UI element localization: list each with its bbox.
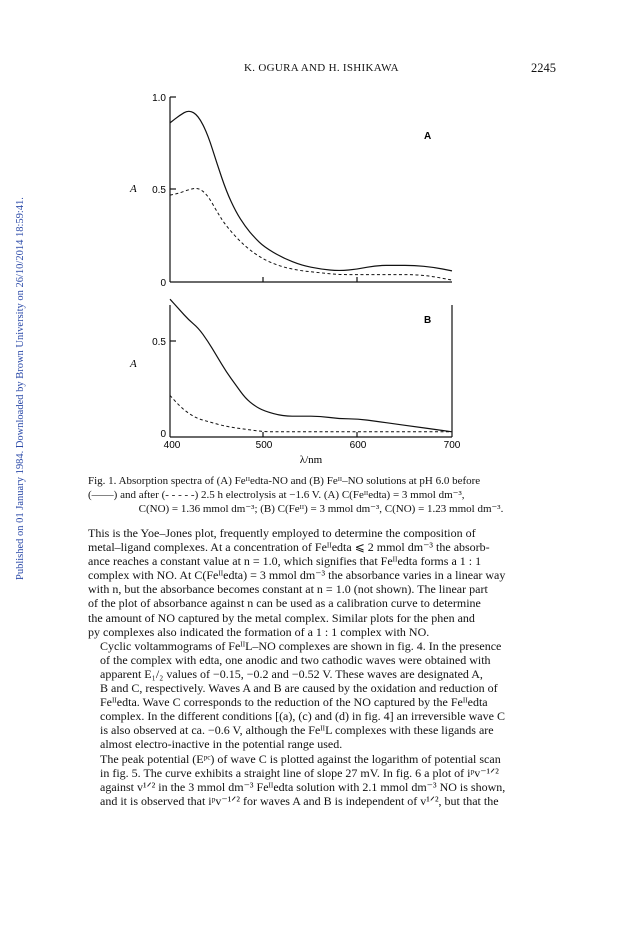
text-line: The peak potential (Eᵖᶜ) of wave C is plotted against the logarithm of potential scan <box>100 751 501 766</box>
paragraph-2 <box>88 639 554 752</box>
caption-line: Fig. 1. Absorption spectra of (A) Feᴵᴵedta-NO and (B) Feᴵᴵ–NO solutions at pH 6.0 before <box>88 475 481 487</box>
panel-b-label: B <box>424 315 432 326</box>
panel-a <box>170 97 452 282</box>
panel-b-solid-curve <box>170 299 452 432</box>
text-line: of the complex with edta, one anodic and two cathodic waves were obtained with <box>100 652 491 667</box>
panel-a-dashed-curve <box>170 188 452 280</box>
xtick-500: 500 <box>255 440 273 451</box>
text-line: with n, but the absorbance becomes constant at n = 1.0 (not shown). The linear part <box>88 582 488 597</box>
panel-b-ytick-05: 0.5 <box>152 337 166 348</box>
xtick-400: 400 <box>163 440 181 451</box>
panel-a-y-axis-label: A <box>130 183 137 195</box>
panel-b-ytick-0: 0 <box>160 429 166 440</box>
text-line: against v¹ᐟ² in the 3 mmol dm⁻³ Feᴵᴵedta solution with 2.1 mmol dm⁻³ NO is shown, <box>100 779 506 794</box>
panel-b <box>170 305 452 437</box>
caption-line: C(NO) = 1.36 mmol dm⁻³; (B) C(Feᴵᴵ) = 3 mmol dm⁻³, C(NO) = 1.23 mmol dm⁻³. <box>138 503 504 515</box>
text-line: This is the Yoe–Jones plot, frequently employed to determine the composition of <box>88 526 476 540</box>
xtick-600: 600 <box>349 440 367 451</box>
text-line: of the plot of absorbance against n can be used as a calibration curve to determine <box>88 596 481 611</box>
text-line: ance reaches a constant value at n = 1.0, which signifies that Feᴵᴵedta forms a 1 : 1 <box>88 554 482 569</box>
panel-a-ytick-0: 0 <box>160 278 166 289</box>
download-notice-text: Published on 01 January 1984. Downloaded by Brown University on 26/10/2014 18:59:41. <box>15 197 26 580</box>
text-line: apparent E₁/₂ values of −0.15, −0.2 and −0.52 V. These waves are designated A, <box>100 666 483 681</box>
panel-a-ytick-05: 0.5 <box>152 185 166 196</box>
text-line: is also observed at ca. −0.6 V, although the FeᴵᴵL complexes with these ligands are <box>100 723 494 738</box>
text-line: complex with NO. At C(Feᴵᴵedta) = 3 mmol dm⁻³ the absorbance varies in a linear way <box>88 568 506 583</box>
text-line: and it is observed that iᵖv⁻¹ᐟ² for waves A and B is independent of v¹ᐟ², but that the <box>100 793 499 808</box>
text-line: almost electro-inactive in the potential range used. <box>100 737 343 752</box>
caption-line: (——) and after (- - - - -) 2.5 h electrolysis at −1.6 V. (A) C(Feᴵᴵedta) = 3 mmol dm⁻³, <box>88 489 465 501</box>
text-line: py complexes also indicated the formation of a 1 : 1 complex with NO. <box>88 624 430 639</box>
panel-b-y-axis-label: A <box>130 358 137 370</box>
paragraph-1 <box>88 526 554 639</box>
text-line: Cyclic voltammograms of FeᴵᴵL–NO complexes are shown in fig. 4. In the presence <box>100 638 502 653</box>
text-line: the amount of NO captured by the metal complex. Similar plots for the phen and <box>88 610 475 625</box>
text-line: metal–ligand complexes. At a concentration of Feᴵᴵedta ⩽ 2 mmol dm⁻³ the absorb- <box>88 540 490 555</box>
panel-a-label: A <box>424 131 432 142</box>
text-line: in fig. 5. The curve exhibits a straight line of slope 27 mV. In fig. 6 a plot of iᵖv⁻¹ᐟ² <box>100 765 499 780</box>
xtick-700: 700 <box>443 440 461 451</box>
text-line: B and C, respectively. Waves A and B are caused by the oxidation and reduction of <box>100 681 498 696</box>
panel-a-solid-curve <box>170 111 452 271</box>
article-body <box>88 526 554 808</box>
text-line: Feᴵᴵedta. Wave C corresponds to the reduction of the NO captured by the Feᴵᴵedta <box>100 695 488 710</box>
figure-caption <box>88 474 554 516</box>
page-number: 2245 <box>531 61 556 75</box>
panel-a-ytick-1: 1.0 <box>152 93 166 104</box>
paragraph-3 <box>88 752 554 808</box>
text-line: complex. In the different conditions [(a), (c) and (d) in fig. 4] an irreversible wave C <box>100 709 505 724</box>
x-axis-label: λ/nm <box>299 454 323 466</box>
running-head-authors: K. OGURA AND H. ISHIKAWA <box>244 62 399 74</box>
